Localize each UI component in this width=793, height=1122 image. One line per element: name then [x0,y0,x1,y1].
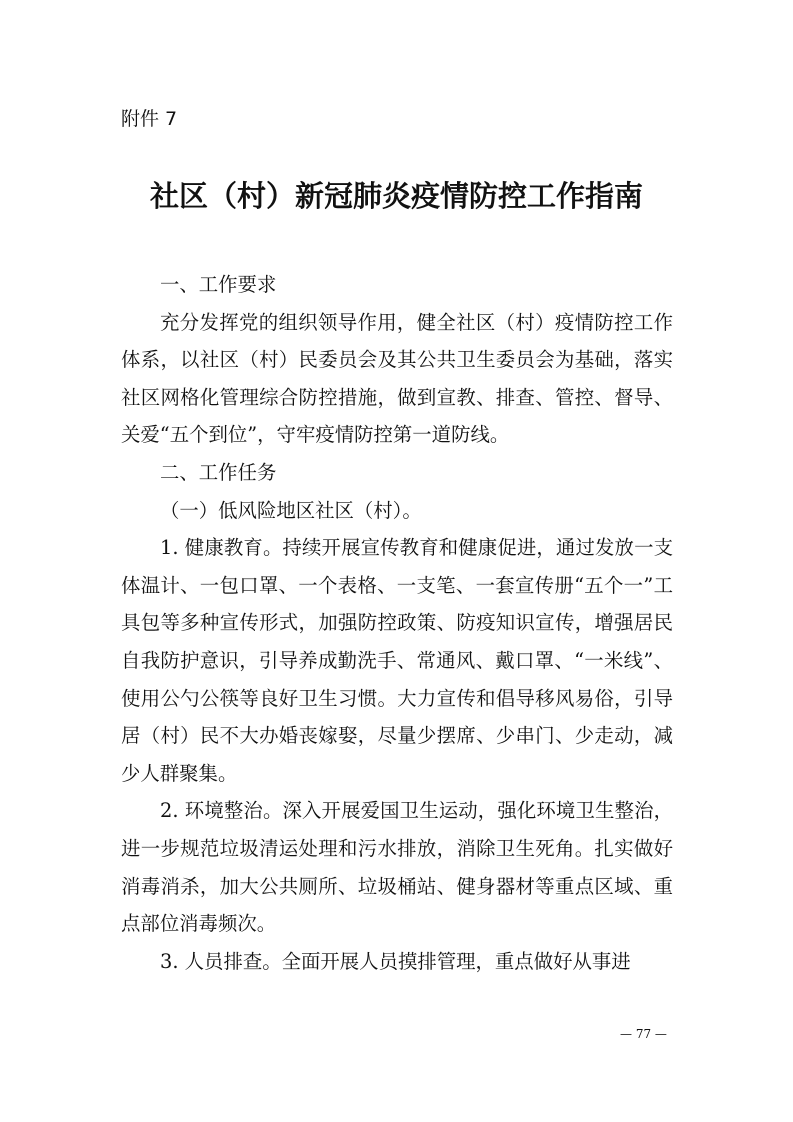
low-risk-subheading: （一）低风险地区社区（村）。 [160,498,422,522]
section-heading-requirements: 一、工作要求 [160,273,277,296]
attachment-label: 附件 7 [121,108,178,130]
section-heading-tasks: 二、工作任务 [160,460,277,484]
requirements-paragraph: 充分发挥党的组织领导作用，健全社区（村）疫情防控工作体系，以社区（村）民委员会及其公共卫生委员会为基础，落实社区网格化管理综合防控措施，做到宣教、排查、管控、督导、关爱“五个到位”，守牢疫情防控第一道防线。 [121,310,673,447]
page-number: — 77 — [620,1027,667,1041]
document-title: 社区（村）新冠肺炎疫情防控工作指南 [149,179,643,213]
task-item-environment: 2. 环境整治。深入开展爱国卫生运动，强化环境卫生整治，进一步规范垃圾清运处理和污水排放，消除卫生死角。扎实做好消毒消杀，加大公共厕所、垃圾桶站、健身器材等重点区域、重点部位消毒频次。 [121,799,673,936]
document-body [121,266,673,980]
task-item-personnel-screening: 3. 人员排查。全面开展人员摸排管理，重点做好从事进 [160,949,631,973]
task-item-health-education: 1. 健康教育。持续开展宣传教育和健康促进，通过发放一支体温计、一包口罩、一个表格、一支笔、一套宣传册“五个一”工具包等多种宣传形式，加强防控政策、防疫知识宣传，增强居民自我防护意识，引导养成勤洗手、常通风、戴口罩、“一米线”、使用公勺公筷等良好卫生习惯。大力宣传和倡导移风易俗，引导居（村）民不大办婚丧嫁娶，尽量少摆席、少串门、少走动，减少人群聚集。 [121,536,673,785]
